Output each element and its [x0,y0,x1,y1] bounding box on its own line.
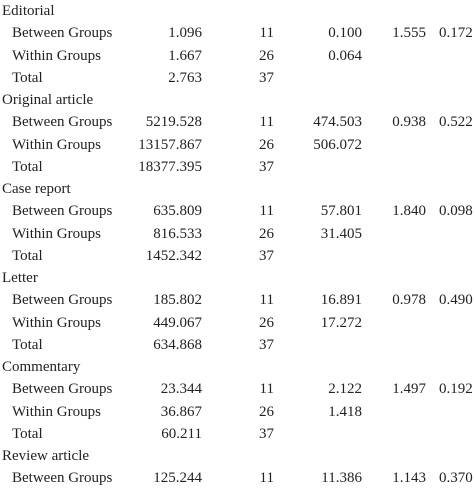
section-header [0,89,474,111]
df-cell: 37 [259,425,274,442]
sig-cell: 0.370 [439,470,473,487]
df-cell: 37 [259,158,274,175]
df-cell: 37 [259,69,274,86]
f-value-cell: 1.497 [392,381,426,398]
sum-of-squares-cell: 36.867 [160,403,202,420]
table-row [0,200,474,222]
row-label: Between Groups [12,381,113,398]
sum-of-squares-cell: 1.667 [168,47,202,64]
row-label: Between Groups [12,114,113,131]
table-row [0,134,474,156]
f-value-cell: 1.840 [392,203,426,220]
section-header [0,178,474,200]
f-value-cell: 1.143 [392,470,426,487]
table-row [0,467,474,489]
section-label: Letter [2,270,38,286]
table-row [0,401,474,423]
f-value-cell: 0.938 [392,114,426,131]
df-cell: 26 [259,136,274,153]
sum-of-squares-cell: 1452.342 [145,247,202,264]
row-label: Within Groups [12,403,101,420]
table-row [0,334,474,356]
sum-of-squares-cell: 2.763 [168,69,202,86]
mean-square-cell: 1.418 [328,403,362,420]
table-row [0,245,474,267]
sum-of-squares-cell: 125.244 [153,470,202,487]
sig-cell: 0.522 [439,114,473,131]
sig-cell: 0.192 [439,381,473,398]
sum-of-squares-cell: 635.809 [153,203,202,220]
sum-of-squares-cell: 816.533 [153,225,202,242]
row-label: Total [12,247,43,264]
sum-of-squares-cell: 634.868 [153,336,202,353]
row-label: Total [12,425,43,442]
df-cell: 26 [259,314,274,331]
row-label: Total [12,336,43,353]
df-cell: 11 [259,381,274,398]
sum-of-squares-cell: 5219.528 [145,114,202,131]
row-label: Total [12,69,43,86]
section-header [0,0,474,22]
section-header [0,445,474,467]
row-label: Between Groups [12,25,113,42]
df-cell: 11 [259,203,274,220]
section-label: Case report [2,181,71,197]
section-header [0,267,474,289]
sum-of-squares-cell: 18377.395 [138,158,202,175]
df-cell: 26 [259,225,274,242]
section-label: Review article [2,448,90,464]
df-cell: 11 [259,292,274,309]
sig-cell: 0.490 [439,292,473,309]
row-label: Within Groups [12,225,101,242]
mean-square-cell: 57.801 [320,203,362,220]
sum-of-squares-cell: 449.067 [153,314,202,331]
mean-square-cell: 0.100 [328,25,362,42]
df-cell: 26 [259,403,274,420]
table-row [0,378,474,400]
table-row [0,423,474,445]
df-cell: 11 [259,470,274,487]
mean-square-cell: 506.072 [313,136,362,153]
sum-of-squares-cell: 60.211 [161,425,202,442]
mean-square-cell: 0.064 [328,47,362,64]
mean-square-cell: 474.503 [313,114,362,131]
mean-square-cell: 31.405 [320,225,362,242]
df-cell: 37 [259,336,274,353]
table-row [0,312,474,334]
row-label: Within Groups [12,314,101,331]
sig-cell: 0.098 [439,203,473,220]
mean-square-cell: 17.272 [320,314,362,331]
section-label: Original article [2,92,94,108]
row-label: Between Groups [12,470,113,487]
table-row [0,22,474,44]
f-value-cell: 0.978 [392,292,426,309]
mean-square-cell: 11.386 [321,470,362,487]
table-row [0,223,474,245]
section-header [0,356,474,378]
mean-square-cell: 16.891 [320,292,362,309]
sum-of-squares-cell: 23.344 [160,381,202,398]
table-row [0,45,474,67]
row-label: Between Groups [12,203,113,220]
df-cell: 26 [259,47,274,64]
df-cell: 11 [259,25,274,42]
sig-cell: 0.172 [439,25,473,42]
df-cell: 37 [259,247,274,264]
sum-of-squares-cell: 185.802 [153,292,202,309]
sum-of-squares-cell: 1.096 [168,25,202,42]
row-label: Within Groups [12,47,101,64]
section-label: Commentary [2,359,81,375]
table-row [0,289,474,311]
df-cell: 11 [259,114,274,131]
table-row [0,67,474,89]
row-label: Within Groups [12,136,101,153]
section-label: Editorial [2,3,55,19]
mean-square-cell: 2.122 [328,381,362,398]
table-row [0,111,474,133]
row-label: Between Groups [12,292,113,309]
sum-of-squares-cell: 13157.867 [138,136,202,153]
row-label: Total [12,158,43,175]
table-row [0,156,474,178]
f-value-cell: 1.555 [392,25,426,42]
